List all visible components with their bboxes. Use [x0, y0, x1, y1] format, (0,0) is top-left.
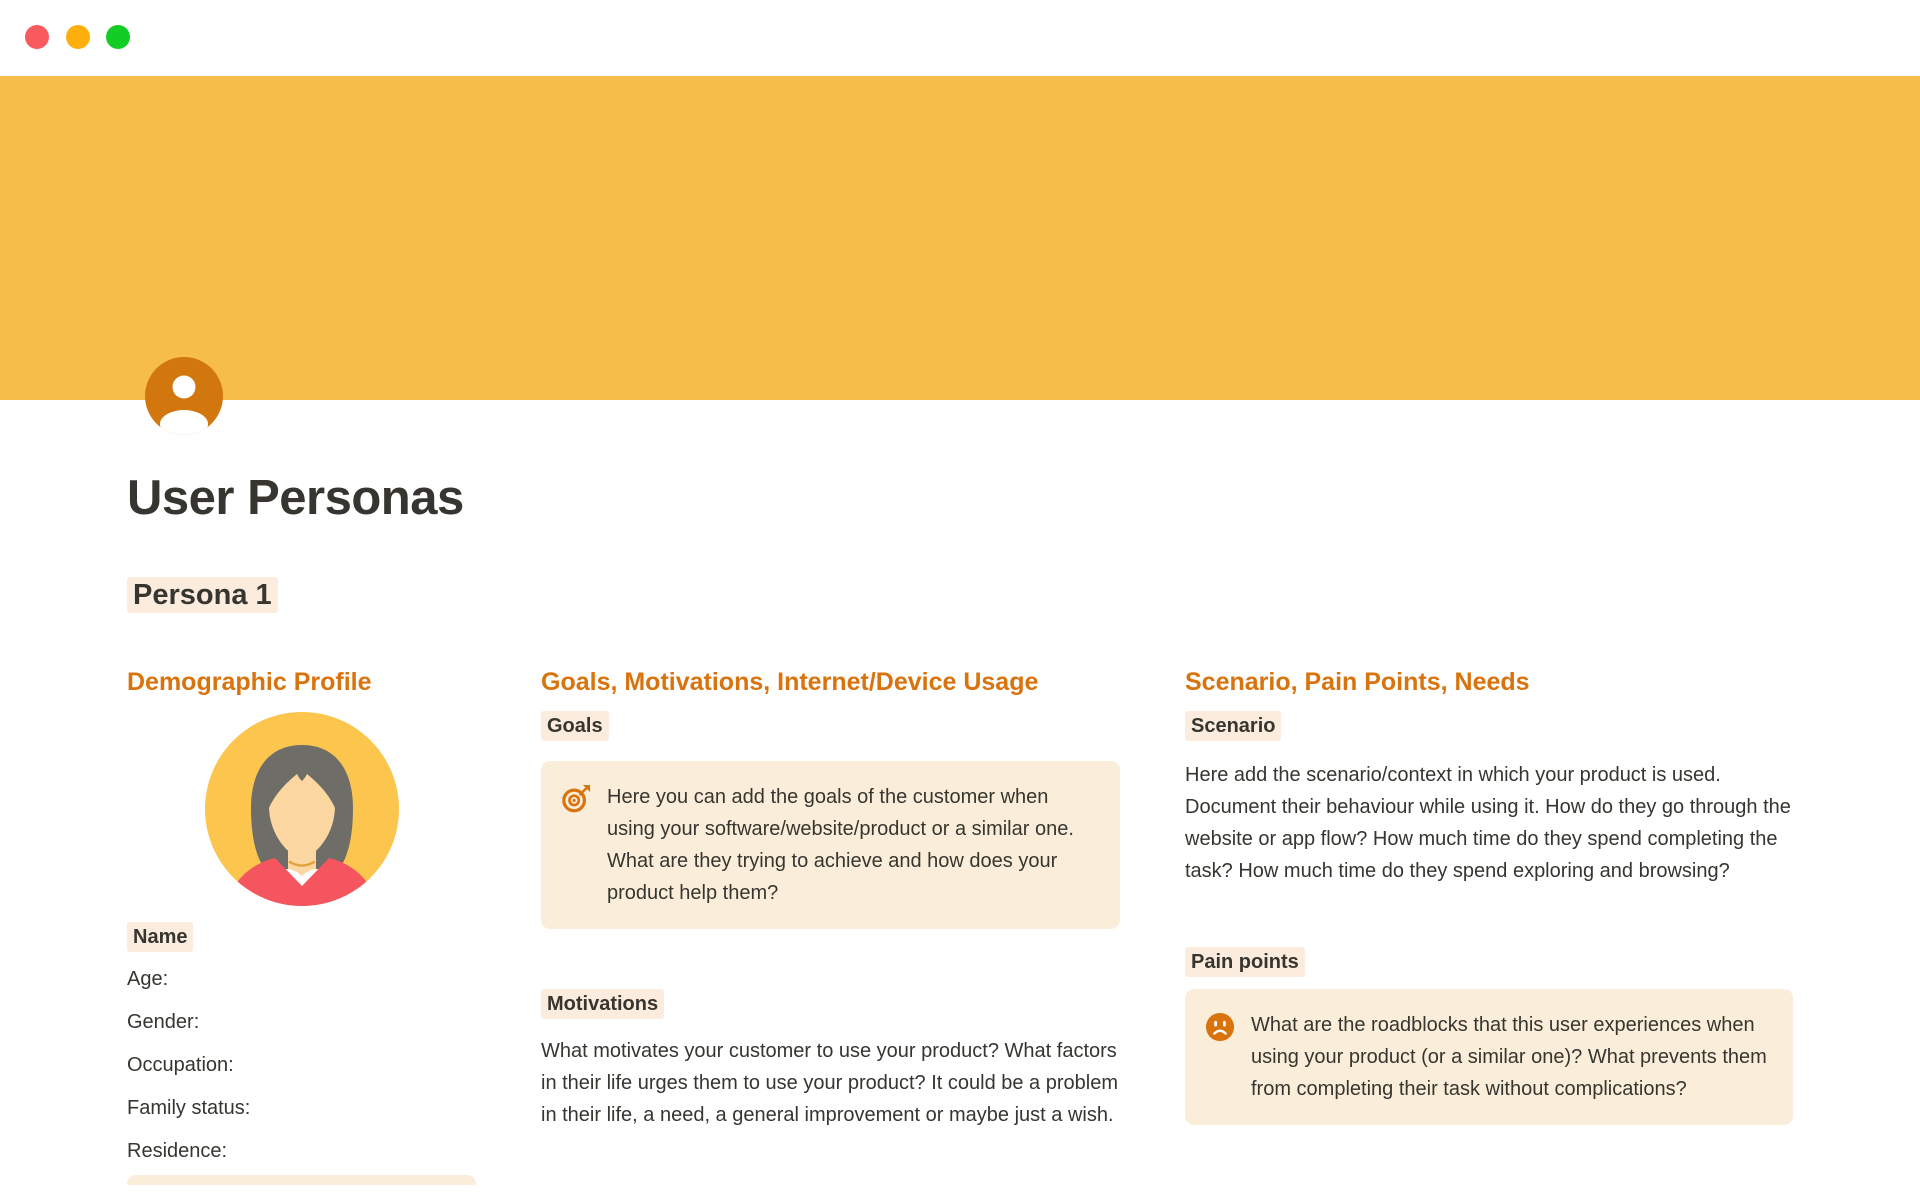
pain-points-callout-text: What are the roadblocks that this user experiences when using your product (or a similar one)? What prevents them from completing their task without complications? [1251, 1014, 1767, 1100]
motivations-label-block[interactable] [541, 989, 1120, 1019]
scenario-text[interactable]: Here add the scenario/context in which your product is used. Document their behaviour while using it. How do they go through the website or app flow? How much time do they spend completing the task? How much time do they spend exploring and browsing? [1185, 764, 1791, 882]
scenario-label-block[interactable] [1185, 711, 1793, 741]
persona-heading[interactable] [127, 577, 278, 613]
close-window-button[interactable] [25, 25, 49, 49]
goals-motivations-heading[interactable]: Goals, Motivations, Internet/Device Usage [541, 668, 1039, 696]
scenario-painpoints-heading[interactable]: Scenario, Pain Points, Needs [1185, 668, 1530, 696]
column-scenario-painpoints [1185, 666, 1793, 1125]
goals-label-block[interactable] [541, 711, 1120, 741]
columns-layout [127, 666, 1793, 1185]
persona-heading-text: Persona 1 [127, 577, 278, 613]
pain-points-label: Pain points [1185, 947, 1305, 977]
person-icon [145, 357, 223, 435]
target-icon[interactable] [561, 784, 591, 814]
cropped-callout-block[interactable] [127, 1175, 476, 1185]
woman-avatar-illustration[interactable] [205, 712, 399, 906]
page-icon[interactable] [145, 357, 223, 435]
age-field[interactable]: Age: [127, 968, 169, 990]
column-goals-motivations [541, 666, 1120, 1131]
minimize-window-button[interactable] [66, 25, 90, 49]
goals-callout-text: Here you can add the goals of the customer when using your software/website/product or a similar one. What are they trying to achieve and how does your product help them? [607, 786, 1074, 904]
page-title[interactable]: User Personas [127, 471, 464, 525]
page-cover[interactable] [0, 76, 1920, 400]
sad-face-icon[interactable] [1205, 1012, 1235, 1042]
family-status-field[interactable]: Family status: [127, 1097, 251, 1119]
pain-points-label-block[interactable] [1185, 947, 1793, 977]
occupation-field[interactable]: Occupation: [127, 1054, 234, 1076]
zoom-window-button[interactable] [106, 25, 130, 49]
gender-field[interactable]: Gender: [127, 1011, 200, 1033]
motivations-text[interactable]: What motivates your customer to use your product? What factors in their life urges them to use your product? It could be a problem in their life, a need, a general improvement or maybe just a wish. [541, 1040, 1118, 1126]
pain-points-callout[interactable] [1185, 989, 1793, 1125]
window-titlebar [0, 0, 1920, 76]
goals-label: Goals [541, 711, 609, 741]
name-label-block[interactable] [127, 922, 476, 952]
name-label: Name [127, 922, 193, 952]
demographic-heading[interactable]: Demographic Profile [127, 668, 372, 696]
motivations-label: Motivations [541, 989, 664, 1019]
residence-field[interactable]: Residence: [127, 1140, 228, 1162]
column-demographic [127, 666, 476, 1185]
scenario-label: Scenario [1185, 711, 1281, 741]
goals-callout[interactable] [541, 761, 1120, 929]
